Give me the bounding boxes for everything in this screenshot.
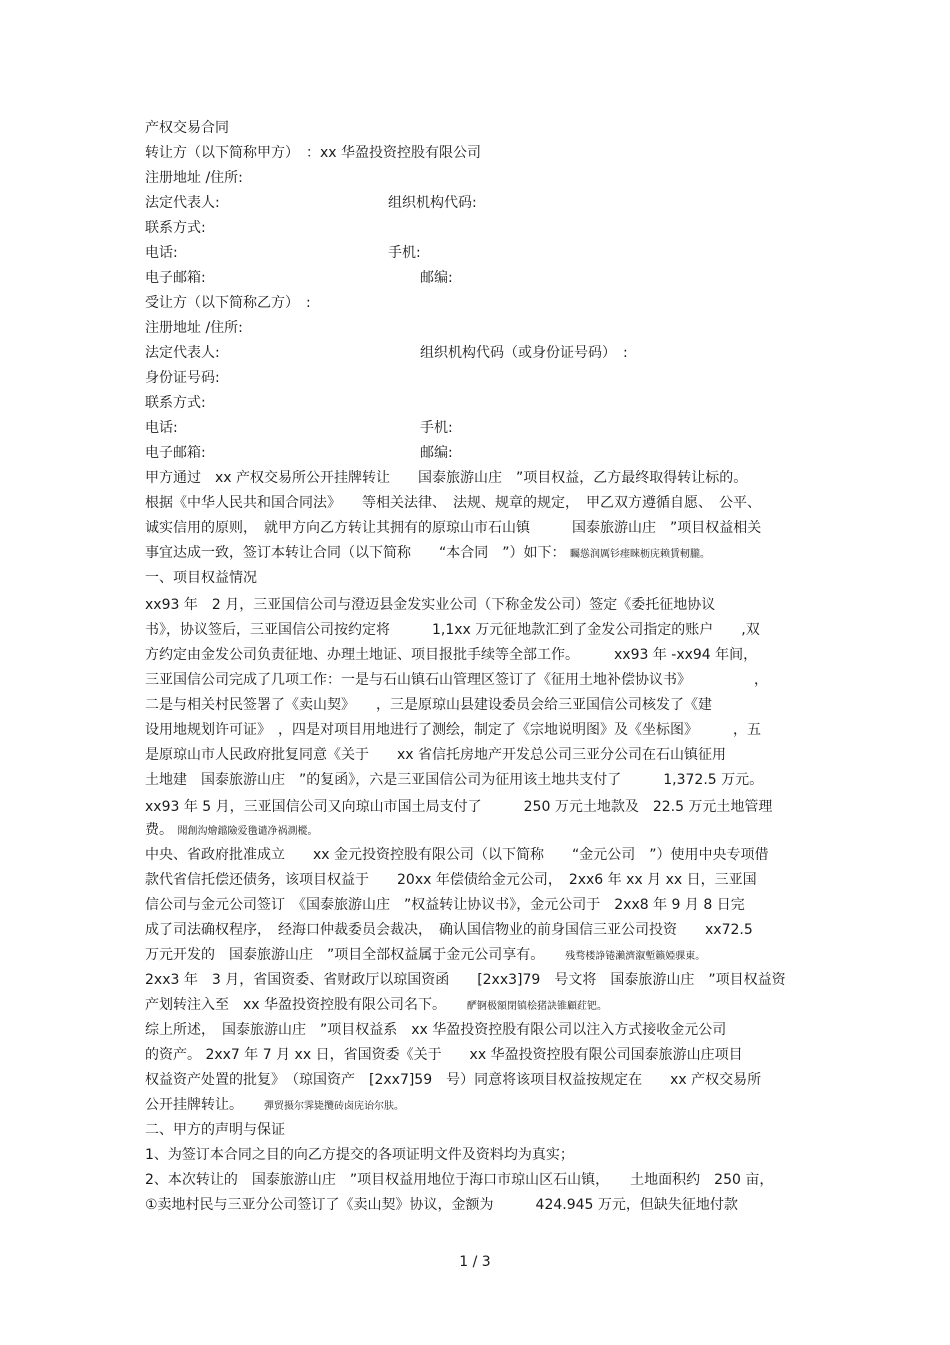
transferee-org-code: 组织机构代码（或身份证号码） : bbox=[420, 345, 628, 361]
transferor-rep: 法定代表人: bbox=[145, 195, 220, 211]
body-line: 二是与相关村民签署了《卖山契》 ，三是原琼山县建设委员会给三亚国信公司核发了《建 bbox=[145, 697, 712, 713]
garbled-text: 聞創沟燴鐺險爱氇谴净祸測樅。 bbox=[177, 826, 318, 837]
body-line: ①卖地村民与三亚分公司签订了《卖山契》协议，金额为 424.945 万元，但缺失征地付款 bbox=[145, 1197, 738, 1213]
body-line bbox=[145, 1095, 404, 1117]
transferor-postcode: 邮编: bbox=[420, 270, 453, 286]
body-line: 设用地规划许可证》 ，四是对项目用地进行了测绘，制定了《宗地说明图》及《坐标图》 ，五 bbox=[145, 722, 761, 738]
transferee-address: 注册地址 /住所: bbox=[145, 320, 243, 336]
transferee-mobile: 手机: bbox=[420, 420, 453, 436]
body-line: 综上所述， 国泰旅游山庄 ”项目权益系 xx 华盈投资控股有限公司以注入方式接收金元公司 bbox=[145, 1022, 727, 1038]
garbled-text: 酽锕极額閉镇桧猪訣锥顧荭钯。 bbox=[467, 1001, 608, 1012]
transferor-address: 注册地址 /住所: bbox=[145, 170, 243, 186]
transferee-rep: 法定代表人: bbox=[145, 345, 220, 361]
section-heading: 二、甲方的声明与保证 bbox=[145, 1122, 285, 1138]
body-text: 产划转注入至 xx 华盈投资控股有限公司名下。 bbox=[145, 997, 440, 1013]
body-line: 2、本次转让的 国泰旅游山庄 ”项目权益用地位于海口市琼山区石山镇， 土地面积约 250 亩， bbox=[145, 1172, 774, 1188]
body-line: 甲方通过 xx 产权交易所公开挂牌转让 国泰旅游山庄 ”项目权益，乙方最终取得转让标的。 bbox=[145, 470, 748, 486]
body-line bbox=[145, 945, 705, 967]
body-line: 根据《中华人民共和国合同法》 等相关法律、 法规、规章的规定， 甲乙双方遵循自愿、 公平、 bbox=[145, 495, 761, 511]
body-text: 事宜达成一致，签订本转让合同（以下简称 “本合同 ”）如下： bbox=[145, 545, 566, 561]
body-line: 权益资产处置的批复》 （琼国资产 [2xx7]59 号）同意将该项目权益按规定在 xx 产权交易所 bbox=[145, 1072, 762, 1088]
body-line: 书》，协议签后，三亚国信公司按约定将 1,1xx 万元征地款汇到了金发公司指定的账户 ,双 bbox=[145, 622, 760, 638]
transferee-email: 电子邮箱: bbox=[145, 445, 206, 461]
body-line: 2xx3 年 3 月，省国资委、省财政厅以琼国资函 [2xx3]79 号文将 国泰旅游山庄 ”项目权益资 bbox=[145, 972, 786, 988]
transferee-line: 受让方（以下简称乙方） : bbox=[145, 295, 311, 311]
body-line: 1、为签订本合同之目的向乙方提交的各项证明文件及资料均为真实； bbox=[145, 1147, 574, 1163]
body-line: 中央、省政府批准成立 xx 金元投资控股有限公司（以下简称 “金元公司 ”）使用中央专项借 bbox=[145, 847, 769, 863]
body-line: 方约定由金发公司负责征地、办理土地证、项目报批手续等全部工作。 xx93 年 -xx94 年间， bbox=[145, 647, 758, 663]
transferor-line: 转让方（以下简称甲方） ：xx 华盈投资控股有限公司 bbox=[145, 145, 482, 161]
body-line bbox=[145, 543, 710, 565]
page-number: 1 / 3 bbox=[459, 1254, 491, 1270]
transferor-org-code: 组织机构代码: bbox=[388, 195, 477, 211]
transferor-mobile: 手机: bbox=[388, 245, 421, 261]
body-text: 公开挂牌转让。 bbox=[145, 1097, 236, 1113]
body-line: 是原琼山市人民政府批复同意《关于 xx 省信托房地产开发总公司三亚分公司在石山镇征用 bbox=[145, 747, 727, 763]
body-line: 三亚国信公司完成了几项工作：一是与石山镇石山管理区签订了《征用土地补偿协议书》 ， bbox=[145, 672, 768, 688]
transferee-phone: 电话: bbox=[145, 420, 178, 436]
body-line bbox=[145, 995, 607, 1017]
transferee-id: 身份证号码: bbox=[145, 370, 220, 386]
garbled-text: 残骛楼諍锩瀨濟溆塹籟婭骒東。 bbox=[565, 951, 706, 962]
body-line: 信公司与金元公司签订 《国泰旅游山庄 ”权益转让协议书》，金元公司于 2xx8 年 9 月 8 日完 bbox=[145, 897, 745, 913]
body-text: 万元开发的 国泰旅游山庄 ”项目全部权益属于金元公司享有。 bbox=[145, 947, 538, 963]
transferee-contact: 联系方式: bbox=[145, 395, 206, 411]
transferor-email: 电子邮箱: bbox=[145, 270, 206, 286]
body-line: xx93 年 2 月，三亚国信公司与澄迈县金发实业公司（下称金发公司）签定《委托征地协议 bbox=[145, 597, 716, 613]
transferor-contact: 联系方式: bbox=[145, 220, 206, 236]
transferor-phone: 电话: bbox=[145, 245, 178, 261]
body-line: 诚实信用的原则， 就甲方向乙方转让其拥有的原琼山市石山镇 国泰旅游山庄 ”项目权益相关 bbox=[145, 520, 762, 536]
body-line: 成了司法确权程序， 经海口仲裁委员会裁决， 确认国信物业的前身国信三亚公司投资 xx72.5 bbox=[145, 922, 753, 938]
doc-title: 产权交易合同 bbox=[145, 120, 229, 136]
body-text: 费。 bbox=[145, 822, 173, 838]
body-line: 款代省信托偿还债务，该项目权益于 20xx 年偿债给金元公司， 2xx6 年 xx 月 xx 日，三亚国 bbox=[145, 872, 757, 888]
body-line bbox=[145, 820, 317, 842]
body-line: 的资产。 2xx7 年 7 月 xx 日，省国资委《关于 xx 华盈投资控股有限公司国泰旅游山庄项目 bbox=[145, 1047, 743, 1063]
section-heading: 一、项目权益情况 bbox=[145, 570, 257, 586]
body-line: 土地建 国泰旅游山庄 ”的复函》，六是三亚国信公司为征用该土地共支付了 1,372.5 万元。 bbox=[145, 772, 764, 788]
transferee-postcode: 邮编: bbox=[420, 445, 453, 461]
body-line: xx93 年 5 月，三亚国信公司又向琼山市国土局支付了 250 万元土地款及 22.5 万元土地管理 bbox=[145, 799, 773, 815]
garbled-text: 矚慫润厲钐瘗睞枥庑赖賃軔朧。 bbox=[569, 549, 710, 560]
garbled-text: 彈贸摄尔霁毙攬砖卤庑诒尔肤。 bbox=[264, 1101, 404, 1112]
